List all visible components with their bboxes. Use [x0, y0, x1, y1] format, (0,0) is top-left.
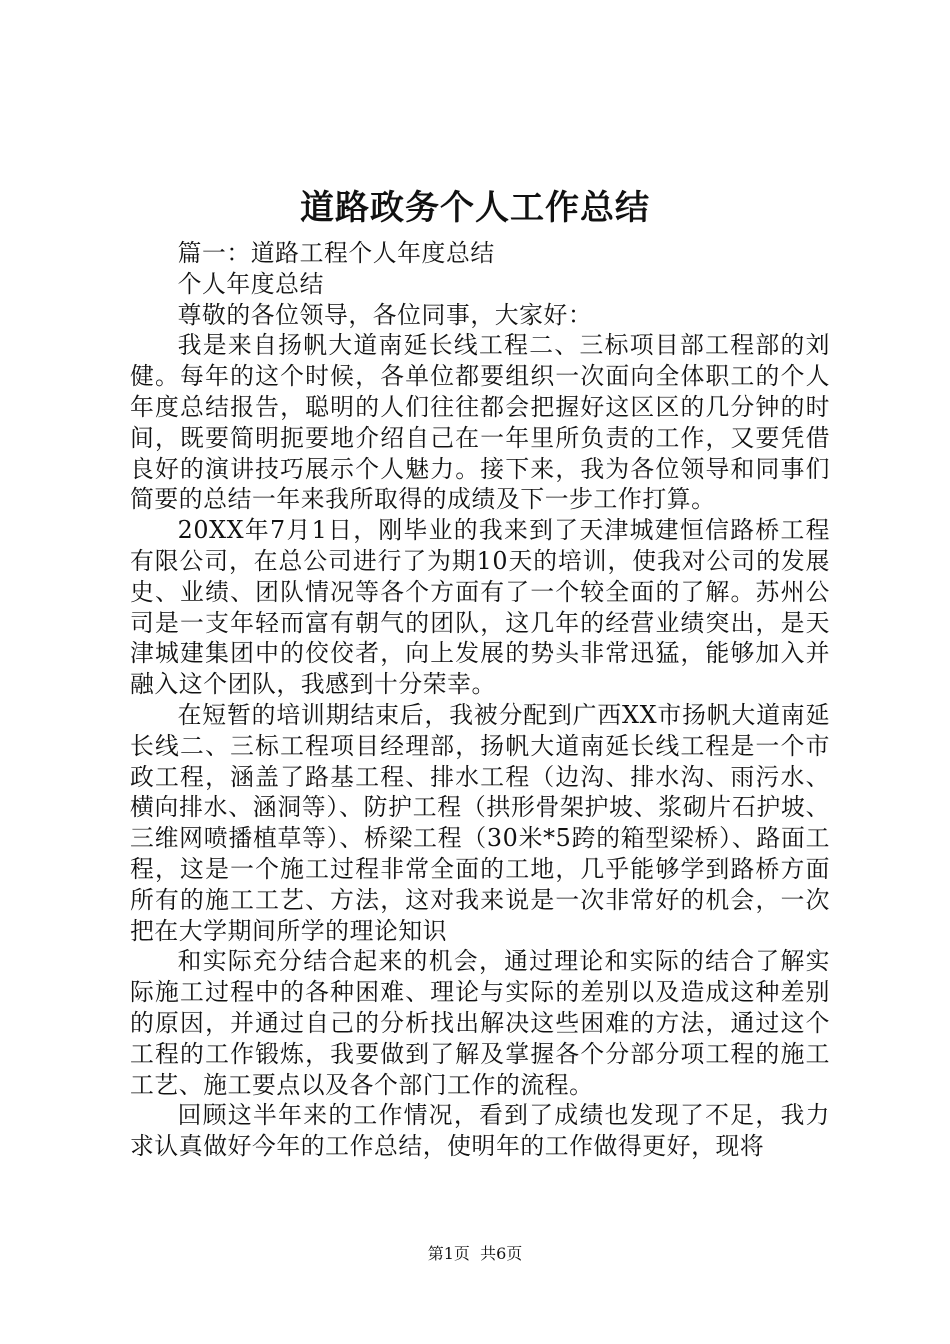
body-paragraph: 在短暂的培训期结束后，我被分配到广西XX市扬帆大道南延长线二、三标工程项目经理部，扬帆大道南延长线工程是一个市政工程，涵盖了路基工程、排水工程（边沟、排水沟、雨污水、横向排水、涵洞等）、防护工程（拱形骨架护坡、浆砌片石护坡、三维网喷播植草等）、桥梁工程（30米*5跨的箱型梁桥）、路面工程，这是一个施工过程非常全面的工地，几乎能够学到路桥方面所有的施工工艺、方法，这对我来说是一次非常好的机会，一次把在大学期间所学的理论知识 — [130, 700, 830, 945]
page-number: 第1页 — [427, 1244, 470, 1263]
body-paragraph: 和实际充分结合起来的机会，通过理论和实际的结合了解实际施工过程中的各种困难、理论与实际的差别以及造成这种差别的原因，并通过自己的分析找出解决这些困难的方法，通过这个工程的工作锻炼，我要做到了解及掌握各个分部分项工程的施工工艺、施工要点以及各个部门工作的流程。 — [130, 947, 830, 1099]
body-paragraph: 20XX年7月1日，刚毕业的我来到了天津城建恒信路桥工程有限公司，在总公司进行了为期10天的培训，使我对公司的发展史、业绩、团队情况等各个方面有了一个较全面的了解。苏州公司是一支年轻而富有朝气的团队，这几年的经营业绩突出，是天津城建集团中的佼佼者，向上发展的势头非常迅猛，能够加入并融入这个团队，我感到十分荣幸。 — [130, 516, 830, 699]
body-paragraph: 回顾这半年来的工作情况，看到了成绩也发现了不足，我力求认真做好今年的工作总结，使明年的工作做得更好，现将 — [130, 1101, 830, 1161]
page-total: 共6页 — [480, 1244, 523, 1263]
section-heading: 篇一：道路工程个人年度总结 — [177, 239, 495, 267]
page-title: 道路政务个人工作总结 — [300, 188, 650, 228]
body-paragraph: 我是来自扬帆大道南延长线工程二、三标项目部工程部的刘健。每年的这个时候，各单位都要组织一次面向全体职工的个人年度总结报告，聪明的人们往往都会把握好这区区的几分钟的时间，既要简明扼要地介绍自己在一年里所负责的工作，又要凭借良好的演讲技巧展示个人魅力。接下来，我为各位领导和同事们简要的总结一年来我所取得的成绩及下一步工作打算。 — [130, 331, 830, 514]
document-body — [130, 238, 830, 1162]
subsection-heading: 个人年度总结 — [177, 269, 324, 298]
page-footer — [0, 1243, 950, 1265]
greeting-paragraph: 尊敬的各位领导，各位同事，大家好： — [177, 300, 593, 329]
